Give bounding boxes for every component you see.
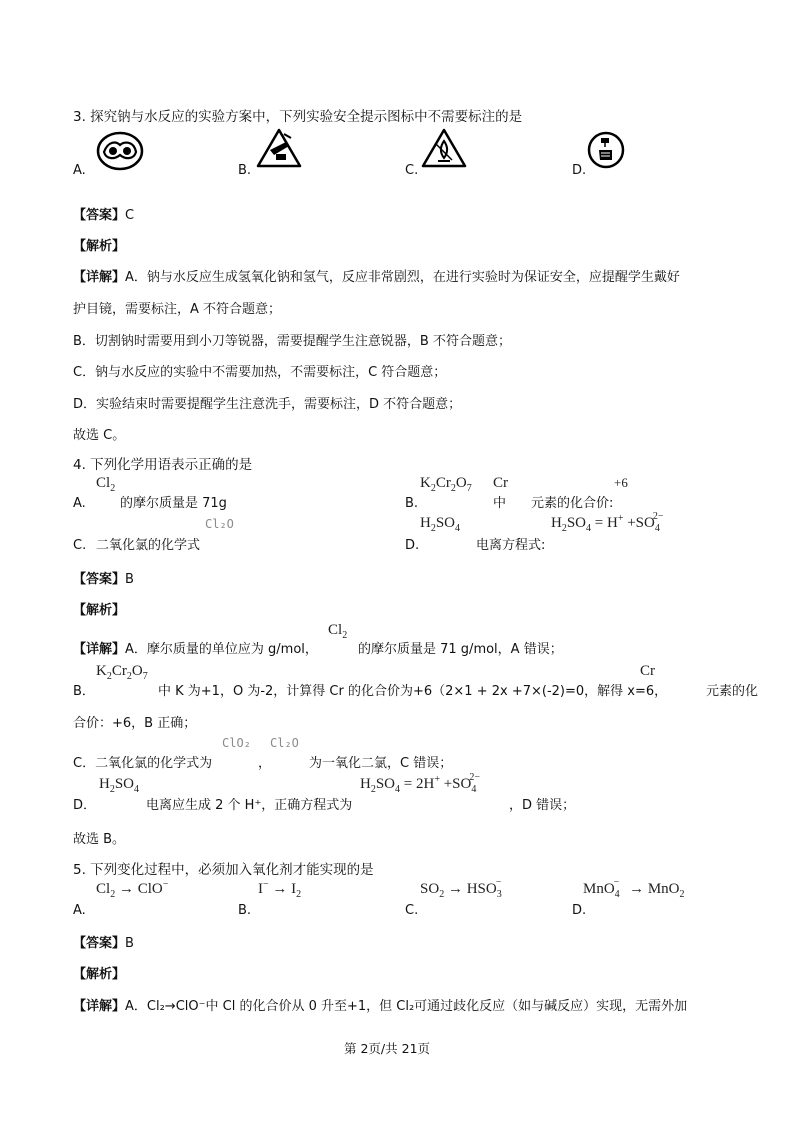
q5-stem: 5. 下列变化过程中，必须加入氧化剂才能实现的是 — [73, 862, 374, 878]
q4-detail-b: 中 K 为+1，O 为-2，计算得 Cr 的化合价为+6（2×1 + 2x +7×(-2)=0，解得 x=6， — [158, 684, 668, 699]
q4-option-d-label: D. — [405, 538, 420, 553]
q3-conclusion: 故选 C。 — [73, 428, 126, 443]
q4-stem: 4. 下列化学用语表示正确的是 — [73, 457, 253, 473]
q4-option-a-text: 的摩尔质量是 71g — [120, 496, 227, 511]
q4-option-b-mid: 中 — [493, 496, 507, 511]
answer-value: C — [125, 208, 135, 223]
q4-detail-c-tail: 为一氧化二氯，C 错误； — [309, 756, 453, 771]
q3-detail-line-5: D．实验结束时需要提醒学生注意洗手，需要标注，D 不符合题意； — [73, 397, 462, 412]
q4-detail-b-label: B． — [73, 684, 95, 699]
q4-detail-d: 电离应生成 2 个 H⁺，正确方程式为 — [146, 798, 353, 813]
cr-symbol: Cr — [493, 475, 508, 491]
q3-detail-line-4: C．钠与水反应的实验中不需要加热，不需要标注，C 符合题意； — [73, 365, 447, 380]
correct-equation: $H_2SO_4 = 2H^+ +SO_4^{2-}$ — [360, 772, 480, 795]
h2so4-formula: $H_2SO_4$ — [420, 515, 461, 534]
q4-option-b-label: B. — [405, 496, 419, 511]
q5-option-b: B. — [238, 903, 252, 918]
q5-answer — [73, 937, 134, 950]
q3-answer — [73, 209, 134, 222]
q4-detail-b-tail: 元素的化 — [706, 684, 759, 699]
hand-washing-icon — [586, 130, 626, 170]
q4-answer — [73, 573, 134, 586]
sharp-knife-icon — [256, 128, 302, 168]
k2cr2o7-formula: $K_2Cr_2O_7$ — [420, 475, 472, 494]
detail-text: A．摩尔质量的单位应为 g/mol， — [125, 642, 318, 657]
q5-option-a: A. — [73, 903, 86, 918]
ionization-equation: $H_2SO_4 = H^+ +SO_4^{2-}$ — [551, 511, 664, 534]
answer-tag: 【答案】 — [73, 208, 126, 223]
q4-option-a-label: A. — [73, 496, 86, 511]
q4-option-d-text: 电离方程式: — [476, 538, 546, 553]
q4-conclusion: 故选 B。 — [73, 832, 126, 847]
q3-detail-line-3: B．切割钠时需要用到小刀等锐器，需要提醒学生注意锐器，B 不符合题意； — [73, 334, 511, 349]
q4-detail-c: C．二氧化氯的化学式为 — [73, 756, 213, 771]
detail-tag: 【详解】 — [73, 999, 126, 1014]
detail-tag: 【详解】 — [73, 270, 126, 285]
answer-value: B — [125, 572, 134, 587]
answer-value: B — [125, 936, 134, 951]
page-footer: 第 2页/共 21页 — [344, 1041, 431, 1056]
q5-analysis-tag: 【解析】 — [73, 967, 126, 982]
detail-text: A．钠与水反应生成氢氧化钠和氢气，反应非常剧烈，在进行实验时为保证安全，应提醒学生戴好 — [125, 270, 680, 285]
q3-option-c: C. — [405, 163, 419, 178]
answer-tag: 【答案】 — [73, 936, 126, 951]
q3-option-b: B. — [238, 163, 252, 178]
q4-option-c-label: C. — [73, 538, 87, 553]
q5-option-d: D. — [572, 903, 587, 918]
q4-option-c-text: 二氧化氯的化学式 — [96, 538, 201, 553]
q3-option-a: A. — [73, 163, 86, 178]
clo2-formula: ClO₂ — [222, 736, 251, 750]
q4-detail-b-2: 合价：+6，B 正确； — [73, 716, 197, 731]
q5-option-c-formula: $SO_2 \to HSO_3^-$ — [420, 877, 502, 900]
cr-symbol-2: Cr — [640, 663, 655, 679]
cl2-formula-2: $Cl_2$ — [328, 622, 348, 641]
q4-detail-c-comma: ， — [258, 756, 272, 771]
q5-option-a-formula: $Cl_2 \to ClO^-$ — [96, 879, 169, 900]
q5-option-b-formula: $I^- \to I_2$ — [258, 879, 302, 900]
k2cr2o7-formula-2: $K_2Cr_2O_7$ — [96, 663, 148, 682]
heating-icon — [421, 128, 467, 168]
cl2o-formula-2: Cl₂O — [270, 736, 299, 750]
q5-option-d-formula: MnO$_4$− → MnO$_2$ — [583, 877, 685, 900]
detail-text: A．Cl₂→ClO⁻中 Cl 的化合价从 0 升至+1，但 Cl₂可通过歧化反应（如与碱反应）实现，无需外加 — [125, 999, 688, 1014]
answer-tag: 【答案】 — [73, 572, 126, 587]
cl2-formula: $Cl_2$ — [96, 475, 116, 494]
detail-tag: 【详解】 — [73, 642, 126, 657]
q4-detail-a — [73, 643, 318, 656]
cl2o-formula: Cl₂O — [205, 517, 234, 531]
q5-option-c: C. — [405, 903, 419, 918]
goggles-icon — [96, 131, 144, 171]
q4-detail-d-label: D． — [73, 798, 97, 813]
q4-detail-d-tail: ，D 错误； — [509, 798, 576, 813]
h2so4-formula-2: $H_2SO_4$ — [99, 776, 140, 795]
q3-analysis-tag: 【解析】 — [73, 239, 126, 254]
q4-detail-a-tail: 的摩尔质量是 71 g/mol，A 错误； — [358, 642, 563, 657]
q5-detail-a — [73, 1000, 687, 1013]
q3-detail-line-2: 护目镜，需要标注，A 不符合题意； — [73, 302, 282, 317]
q3-stem: 3. 探究钠与水反应的实验方案中，下列实验安全提示图标中不需要标注的是 — [73, 109, 523, 125]
q4-analysis-tag: 【解析】 — [73, 603, 126, 618]
q4-option-b-text: 元素的化合价: — [531, 496, 614, 511]
oxidation-state: +6 — [614, 475, 628, 490]
q3-detail-line-1 — [73, 271, 680, 284]
q3-option-d: D. — [572, 163, 587, 178]
